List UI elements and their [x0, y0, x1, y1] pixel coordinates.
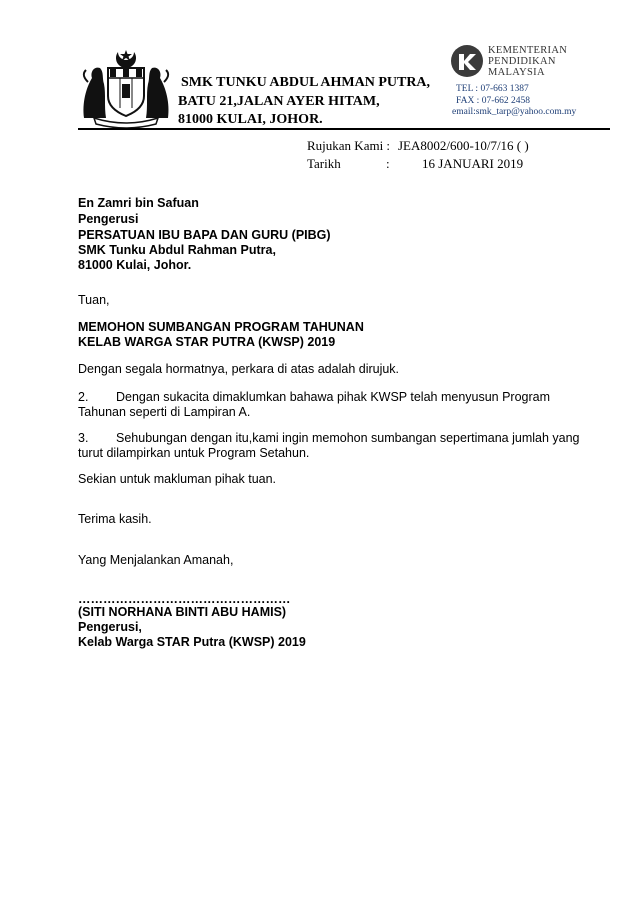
salutation: Tuan, [78, 293, 110, 307]
ministry-name-line2: PENDIDIKAN [488, 56, 556, 67]
closing-paragraph: Sekian untuk makluman pihak tuan. [78, 472, 277, 486]
ministry-name-line3: MALAYSIA [488, 67, 545, 78]
paragraph-2-number: 2. [78, 390, 89, 404]
recipient-school: SMK Tunku Abdul Rahman Putra, [78, 243, 276, 257]
malaysia-coat-of-arms-icon [80, 48, 172, 128]
recipient-name: En Zamri bin Safuan [78, 196, 199, 210]
paragraph-3-line2: turut dilampirkan untuk Program Setahun. [78, 446, 310, 460]
paragraph-3-number: 3. [78, 431, 89, 445]
signature-line: …………………………………………… [78, 592, 291, 606]
tarikh-label: Tarikh [307, 156, 341, 171]
rujukan-label: Rujukan Kami : [307, 138, 391, 153]
signatory-title: Pengerusi, [78, 620, 142, 634]
recipient-address: 81000 Kulai, Johor. [78, 258, 192, 272]
rujukan-value: JEA8002/600-10/7/16 ( ) [398, 138, 529, 153]
opening-paragraph: Dengan segala hormatnya, perkara di atas adalah dirujuk. [78, 362, 400, 376]
email: email:smk_tarp@yahoo.com.my [452, 107, 577, 117]
fax: FAX : 07-662 2458 [456, 96, 530, 106]
subject-line1: MEMOHON SUMBANGAN PROGRAM TAHUNAN [78, 320, 364, 334]
recipient-title: Pengerusi [78, 212, 139, 226]
subject-line2: KELAB WARGA STAR PUTRA (KWSP) 2019 [78, 335, 336, 349]
ministry-name-line1: KEMENTERIAN [488, 45, 568, 56]
signatory-org: Kelab Warga STAR Putra (KWSP) 2019 [78, 635, 306, 649]
letterhead-divider [78, 128, 610, 130]
telephone: TEL : 07-663 1387 [456, 84, 529, 94]
tarikh-value: 16 JANUARI 2019 [422, 156, 524, 171]
motto: Yang Menjalankan Amanah, [78, 553, 234, 567]
tarikh-colon: : [386, 156, 390, 171]
kpm-logo-icon [450, 44, 484, 78]
school-address-line2: 81000 KULAI, JOHOR. [178, 112, 323, 127]
paragraph-2-line2: Tahunan seperti di Lampiran A. [78, 405, 251, 419]
thanks: Terima kasih. [78, 512, 152, 526]
paragraph-2-line1: Dengan sukacita dimaklumkan bahawa pihak KWSP telah menyusun Program [116, 390, 551, 404]
signatory-name: (SITI NORHANA BINTI ABU HAMIS) [78, 605, 287, 619]
school-address-line1: BATU 21,JALAN AYER HITAM, [178, 94, 380, 109]
paragraph-3-line1: Sehubungan dengan itu,kami ingin memohon sumbangan sepertimana jumlah yang [116, 431, 580, 445]
school-name: SMK TUNKU ABDUL AHMAN PUTRA, [181, 75, 431, 90]
recipient-org: PERSATUAN IBU BAPA DAN GURU (PIBG) [78, 228, 331, 242]
